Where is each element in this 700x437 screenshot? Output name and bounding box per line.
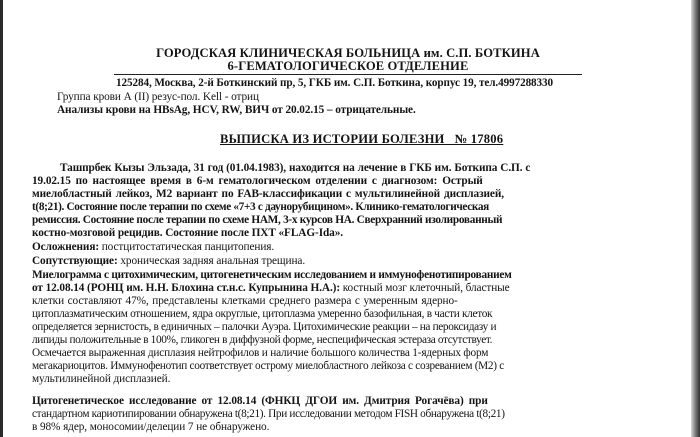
document-title <box>220 133 503 147</box>
diagnosis-line-4: t(8;21). Состояние после терапии по схеме «7+3 с даунорубицином». Клинико-гематологическая <box>32 201 489 213</box>
concomitant <box>32 255 305 269</box>
scan-right-edge <box>691 0 700 437</box>
hospital-name: ГОРОДСКАЯ КЛИНИЧЕСКАЯ БОЛЬНИЦА им. С.П. БОТКИНА <box>156 46 540 60</box>
concomitant-label: Сопутствующие: <box>32 255 118 267</box>
complications-text: постцитостатическая панцитопения. <box>99 241 275 253</box>
cytogenetic-line-3: в 98% ядер, моносомии/делеции 7 не обнаружено. <box>32 421 270 433</box>
cytogenetic-line-1: Цитогенетическое исследование от 12.08.14 (ФНКЦ ДГОИ им. Дмитрия Рогачёва) при <box>32 395 488 407</box>
myelogram-line-8: мегакариоцитов. Иммунофенотип соответствует острому миелобластного лейкоза с созреванием (М2) с <box>32 360 504 372</box>
blood-analyses: Анализы крови на HBsAg, HCV, RW, ВИЧ от 20.02.15 – отрицательные. <box>57 104 416 116</box>
myelogram-line-5: определяется зернистость, в единичных – палочки Ауэра. Цитохимические реакции – на пероксидазу и <box>32 321 497 333</box>
myelogram-tail: костный мозг клеточный, бластные <box>340 282 510 294</box>
document-page <box>28 0 668 437</box>
myelogram-line-1: Миелограмма с цитохимическим, цитогенетическим исследованием и иммунофенотипированием <box>32 269 512 281</box>
diagnosis-line-6: костно-мозговой рецидив. Состояние после ПХТ «FLAG-Ida». <box>32 227 343 239</box>
myelogram-line-4: цитоплазматическим отношением, ядра округлые, цитоплазма умеренно базофильная, в части клеток <box>32 308 493 320</box>
myelogram-line-2 <box>32 282 510 296</box>
cytogenetic-line-2: стандартном кариотипировании обнаружена t(8;21). При исследовании методом FISH обнаружена t(8;21) <box>32 408 505 420</box>
department-name: 6-ГЕМАТОЛОГИЧЕСКОЕ ОТДЕЛЕНИЕ <box>227 59 469 73</box>
myelogram-line-7: Осмечается выраженная дисплазия нейтрофилов и наличие большого количества 1-ядерных форм <box>32 347 489 359</box>
diagnosis-line-2: 19.02.15 по настоящее время в 6-м гематологическом отделении с диагнозом: Острый <box>32 175 483 187</box>
scan-left-edge <box>0 0 3 437</box>
myelogram-source: от 12.08.14 (РОНЦ им. Н.Н. Блохина ст.н.с. Купрынина Н.А.): <box>32 282 341 294</box>
myelogram-line-3: клетки составляют 47%, представлены клетками среднего размера с умеренным ядерно- <box>32 295 458 307</box>
complications-label: Осложнения: <box>32 241 100 253</box>
complications <box>32 241 274 255</box>
header-rule <box>114 74 582 75</box>
diagnosis-line-5: ремиссия. Состояние после терапии по схеме НАМ, 3-х курсов НА. Сверхранний изолированный <box>32 214 503 226</box>
hospital-address: 125284, Москва, 2-й Боткинский пр, 5, ГКБ им. С.П. Боткина, корпус 19, тел.4997288330 <box>116 77 554 89</box>
concomitant-text: хроническая задняя анальная трещина. <box>117 255 306 267</box>
document-title-text: ВЫПИСКА ИЗ ИСТОРИИ БОЛЕЗНИ № 17806 <box>220 132 504 146</box>
diagnosis-line-3: миелобластный лейкоз, М2 вариант по FAB-классификации с мультилинейной дисплазией, <box>32 188 504 200</box>
blood-group: Группа крови А (II) резус-пол. Kell - отриц <box>57 91 259 103</box>
diagnosis-line-1: Ташпрбек Кызы Эльзада, 31 год (01.04.1983), находится на лечение в ГКБ им. Боткипа С.П. с <box>60 162 531 174</box>
myelogram-line-6: липиды положительные в 100%, гликоген в диффузной форме, неспецифическая эстераза отсутствует. <box>32 334 493 346</box>
myelogram-line-9: мультилинейной дисплазией. <box>32 373 171 385</box>
